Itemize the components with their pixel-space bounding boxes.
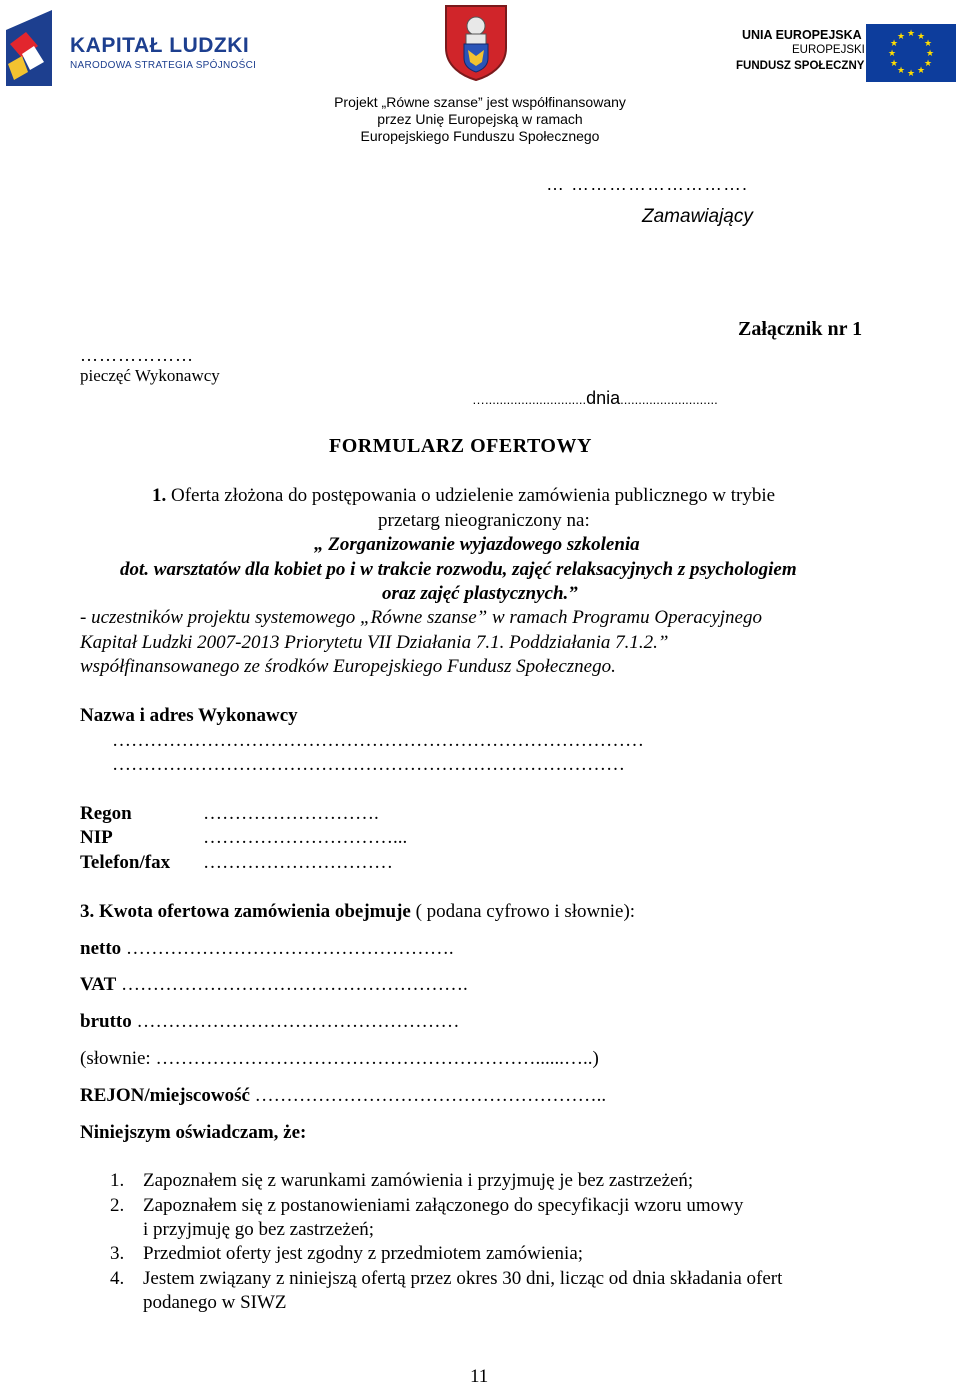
nip-label: NIP — [80, 827, 113, 848]
date-dots-after: ........................... — [620, 392, 718, 407]
declaration-item-3: Przedmiot oferty jest zgodny z przedmiotem zamówienia; — [143, 1243, 584, 1264]
contractor-label: Nazwa i adres Wykonawcy — [80, 705, 298, 726]
declaration-item-2-line-1: Zapoznałem się z postanowieniami załączonego do specyfikacji wzoru umowy — [143, 1195, 744, 1216]
section1-line8: współfinansowanego ze środków Europejskiego Fundusz Społecznego. — [80, 656, 616, 677]
vat-label: VAT — [80, 974, 117, 995]
section1-line3: „ Zorganizowanie wyjazdowego szkolenia — [314, 534, 640, 555]
date-line — [472, 388, 718, 409]
eu-line-1: UNIA EUROPEJSKA — [742, 28, 862, 42]
form-title: FORMULARZ OFERTOWY — [329, 435, 592, 457]
netto-dots: ……………………………………………. — [121, 938, 454, 959]
stamp-dots: ……………… — [80, 345, 194, 365]
section3-heading — [80, 901, 635, 923]
attachment-label: Załącznik nr 1 — [738, 318, 863, 340]
declaration-num-1: 1. — [110, 1170, 125, 1191]
city-crest-logo — [444, 4, 508, 82]
rejon-row — [80, 1085, 606, 1107]
vat-dots: ………………………………………………. — [116, 974, 468, 995]
brutto-dots: …………………………………………… — [131, 1011, 460, 1032]
svg-text:★: ★ — [896, 32, 906, 42]
zamawiajacy-label: Zamawiający — [642, 206, 753, 227]
declaration-num-2: 2. — [110, 1195, 125, 1216]
tel-dots: ………………………… — [203, 852, 393, 873]
svg-text:★: ★ — [916, 32, 926, 42]
svg-text:★: ★ — [925, 49, 935, 59]
eu-line-2: EUROPEJSKI — [792, 44, 865, 56]
svg-text:★: ★ — [906, 29, 916, 39]
rejon-label: REJON/miejscowość — [80, 1085, 250, 1106]
section3-heading-rest: ( podana cyfrowo i słownie): — [410, 901, 636, 922]
declaration-item-4-line-1: Jestem związany z niniejszą ofertą przez okres 30 dni, licząc od dnia składania ofert — [143, 1268, 783, 1289]
svg-text:★: ★ — [923, 59, 933, 69]
crest-icon — [444, 4, 508, 82]
declaration-item-2-line-2: i przyjmuję go bez zastrzeżeń; — [143, 1219, 375, 1240]
brutto-row — [80, 1011, 459, 1033]
declaration-item-1: Zapoznałem się z warunkami zamówienia i przyjmuję je bez zastrzeżeń; — [143, 1170, 694, 1191]
kapital-ludzki-emblem-icon — [6, 10, 52, 86]
stamp-label: pieczęć Wykonawcy — [80, 366, 220, 385]
page-number: 11 — [470, 1366, 489, 1387]
svg-text:★: ★ — [889, 39, 899, 49]
contractor-dots-2: ……………………………………………………………………… — [112, 754, 625, 775]
rejon-dots: ……………………………………………….. — [249, 1085, 607, 1106]
regon-dots: ………………………. — [203, 803, 379, 824]
tel-label: Telefon/fax — [80, 852, 171, 873]
svg-text:★: ★ — [889, 59, 899, 69]
kapital-ludzki-logo — [6, 10, 256, 88]
declaration-num-4: 4. — [110, 1268, 125, 1289]
svg-text:★: ★ — [923, 39, 933, 49]
svg-text:★: ★ — [916, 66, 926, 76]
section1-line6: - uczestników projektu systemowego „Równe szanse” w ramach Programu Operacyjnego — [80, 607, 762, 628]
declaration-num-3: 3. — [110, 1243, 125, 1264]
netto-row — [80, 938, 454, 960]
netto-label: netto — [80, 938, 122, 959]
kapital-ludzki-subtitle: NARODOWA STRATEGIA SPÓJNOŚCI — [70, 60, 257, 71]
regon-label: Regon — [80, 803, 132, 824]
section1-line5: oraz zajęć plastycznych.” — [382, 583, 578, 604]
section1-line2: przetarg nieograniczony na: — [378, 510, 590, 531]
slownie-row: (słownie: ……………………………………………………......…..) — [80, 1048, 599, 1069]
kapital-ludzki-title: KAPITAŁ LUDZKI — [70, 34, 250, 57]
eu-line-3: FUNDUSZ SPOŁECZNY — [736, 60, 865, 72]
project-line-1: Projekt „Równe szanse” jest współfinansowany — [334, 94, 626, 110]
declaration-item-4-line-2: podanego w SIWZ — [143, 1292, 287, 1313]
eu-logo — [730, 24, 958, 86]
project-info — [280, 94, 680, 145]
project-line-2: przez Unię Europejską w ramach — [377, 111, 583, 127]
eu-flag-icon — [866, 24, 956, 82]
section1-line1-text: Oferta złożona do postępowania o udzielenie zamówienia publicznego w trybie — [166, 485, 776, 506]
date-dots-before: …............................ — [472, 392, 587, 407]
section1-number: 1. — [152, 485, 167, 506]
zamawiajacy-dots: … ………………………. — [546, 174, 749, 194]
svg-text:★: ★ — [887, 49, 897, 59]
section1-line1 — [152, 485, 775, 507]
svg-text:★: ★ — [906, 69, 916, 79]
section1-line7: Kapitał Ludzki 2007-2013 Priorytetu VII Działania 7.1. Poddziałania 7.1.2.” — [80, 632, 669, 653]
date-word: dnia — [586, 388, 621, 408]
vat-row — [80, 974, 468, 996]
contractor-dots-1: ………………………………………………………………………… — [112, 730, 644, 751]
svg-text:★: ★ — [896, 66, 906, 76]
section3-heading-bold: 3. Kwota ofertowa zamówienia obejmuje — [80, 901, 411, 922]
project-line-3: Europejskiego Funduszu Społecznego — [360, 128, 600, 144]
section1-line4: dot. warsztatów dla kobiet po i w trakcie rozwodu, zajęć relaksacyjnych z psychologiem — [120, 559, 797, 580]
declaration-heading: Niniejszym oświadczam, że: — [80, 1122, 307, 1143]
nip-dots: …………………………... — [203, 827, 408, 848]
brutto-label: brutto — [80, 1011, 132, 1032]
